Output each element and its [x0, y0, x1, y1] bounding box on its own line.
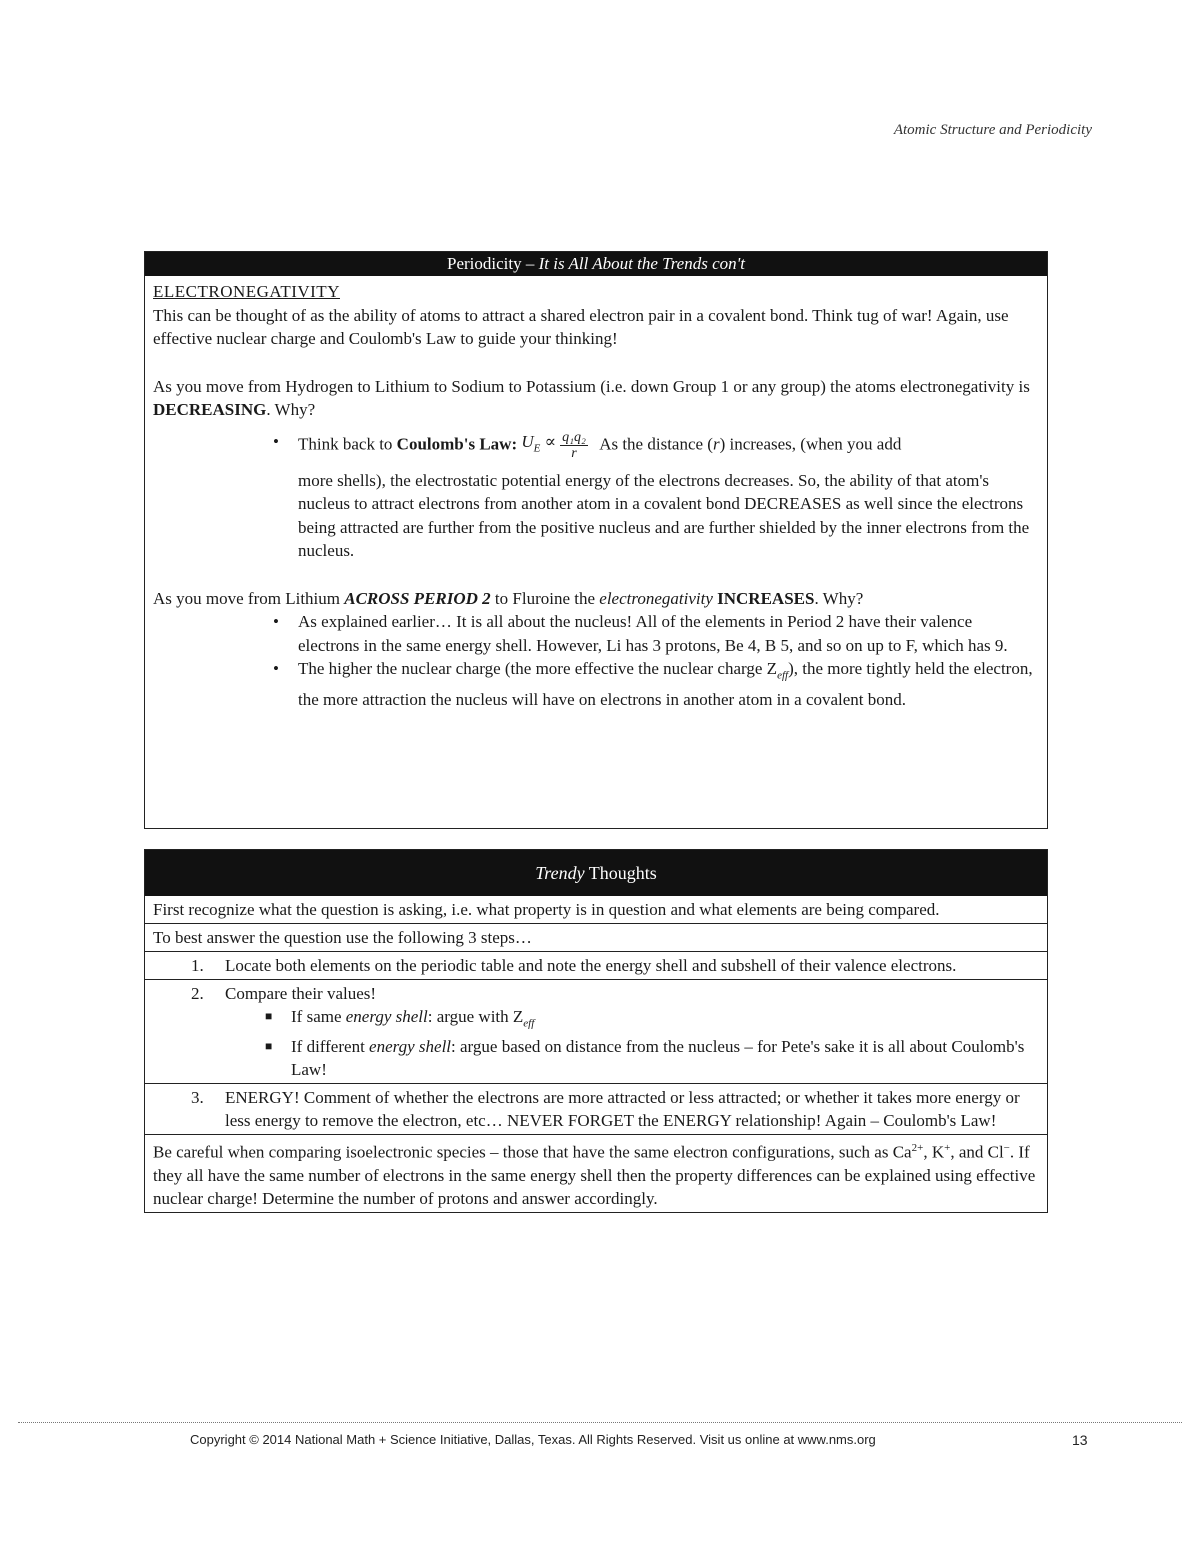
step-2-row — [145, 979, 1047, 1083]
trendy-thoughts-box — [144, 849, 1048, 1213]
footer-divider — [18, 1422, 1182, 1423]
square-bullet-icon: ■ — [265, 1009, 273, 1023]
title-italic: Trendy — [535, 863, 585, 883]
list-item: ■ If different energy shell: argue based on distance from the nucleus – for Pete's sake it is all about Coulomb's Law! — [265, 1037, 1025, 1080]
copyright-footer: Copyright © 2014 National Math + Science Initiative, Dallas, Texas. All Rights Reserved. Visit us online at www.nms.org — [190, 1432, 876, 1447]
steps-intro-row: To best answer the question use the following 3 steps… — [145, 923, 1047, 951]
box-rows — [145, 896, 1047, 1212]
list-item: • As explained earlier… It is all about the nucleus! All of the elements in Period 2 have their valence electrons in the same energy shell. However, Li has 3 protons, Be 4, B 5, and so on up to F, which has 9. — [273, 612, 1008, 655]
step-3-row — [145, 1083, 1047, 1134]
formula-fraction: $\frac{\text{q₁q₂}}{r}$ — [562, 429, 586, 461]
step-2-sublist — [153, 1005, 1037, 1081]
step-2: 2. Compare their values! — [191, 984, 377, 1003]
square-bullet-icon: ■ — [265, 1039, 273, 1054]
section-heading: ELECTRONEGATIVITY — [153, 282, 340, 301]
title-plain: Thoughts — [584, 863, 657, 883]
step-1: 1. Locate both elements on the periodic table and note the energy shell and subshell of their valence electrons. — [191, 956, 957, 975]
list-item: • Think back to Coulomb's Law: $U_E$ ∝ $\frac{\text{q₁q₂}}{r}$ As the distance (r) increases, (when you add — [273, 429, 902, 461]
coulomb-continuation: more shells), the electrostatic potential energy of the electrons decreases. So, the ability of that atom's nucleus to attract electrons from another atom in a covalent bond DECREASES as well since the electrons being attracted are further from the positive nucleus and are further shielded by the inner electrons from the nucleus. — [298, 470, 1030, 560]
step-3: 3. ENERGY! Comment of whether the electrons are more attracted or less attracted; or whether it takes more energy or less energy to remove the electron, etc… NEVER FORGET the ENERGY relationship! Again – Coulomb's Law! — [191, 1088, 1020, 1131]
title-plain: Periodicity – — [447, 254, 539, 273]
bullet-icon: • — [273, 612, 279, 631]
bullet-icon: • — [273, 659, 279, 678]
intro-paragraph: This can be thought of as the ability of atoms to attract a shared electron pair in a covalent bond. Think tug of war! Again, use effective nuclear charge and Coulomb's Law to guide your thinking! — [153, 305, 1009, 348]
step-1-row — [145, 951, 1047, 979]
coulomb-bullet-list — [153, 430, 1037, 461]
coulomb-formula: $U_E$ ∝ — [521, 431, 557, 454]
isoelectronic-row: Be careful when comparing isoelectronic species – those that have the same electron configurations, such as $Ca^{2+}$, K+, and Cl−. If they all have the same number of electrons in the same energy shell then the property differences can be explained using effective nuclear charge! Determine the number of protons and answer accordingly. — [145, 1134, 1047, 1212]
page-number: 13 — [1072, 1432, 1088, 1448]
box-title-bar — [145, 850, 1047, 896]
bullet-icon: • — [273, 431, 279, 451]
electronegativity-box — [144, 251, 1048, 829]
running-head: Atomic Structure and Periodicity — [893, 122, 1092, 138]
recognize-row: First recognize what the question is asking, i.e. what property is in question and what elements are being compared. — [153, 900, 940, 919]
box-title-bar — [145, 252, 1047, 276]
title-italic: It is All About the Trends — [538, 254, 708, 273]
list-item: ■ If same energy shell: argue with $Z_{eff}$ — [265, 1007, 535, 1030]
box-content — [145, 276, 1047, 711]
period-bullet-list — [153, 610, 1037, 711]
title-suffix: con't — [707, 254, 745, 273]
list-item: • The higher the nuclear charge (the more effective the nuclear charge $Z_{eff}$), the more tightly held the electron, the more attraction the nucleus will have on electrons in another atom in a covalent bond. — [273, 659, 1033, 709]
down-group-paragraph: As you move from Hydrogen to Lithium to Sodium to Potassium (i.e. down Group 1 or any group) the atoms electronegativity is DECREASING. Why? — [153, 376, 1030, 419]
across-period-paragraph: As you move from Lithium ACROSS PERIOD 2 to Fluroine the electronegativity INCREASES. Why? — [153, 588, 864, 608]
